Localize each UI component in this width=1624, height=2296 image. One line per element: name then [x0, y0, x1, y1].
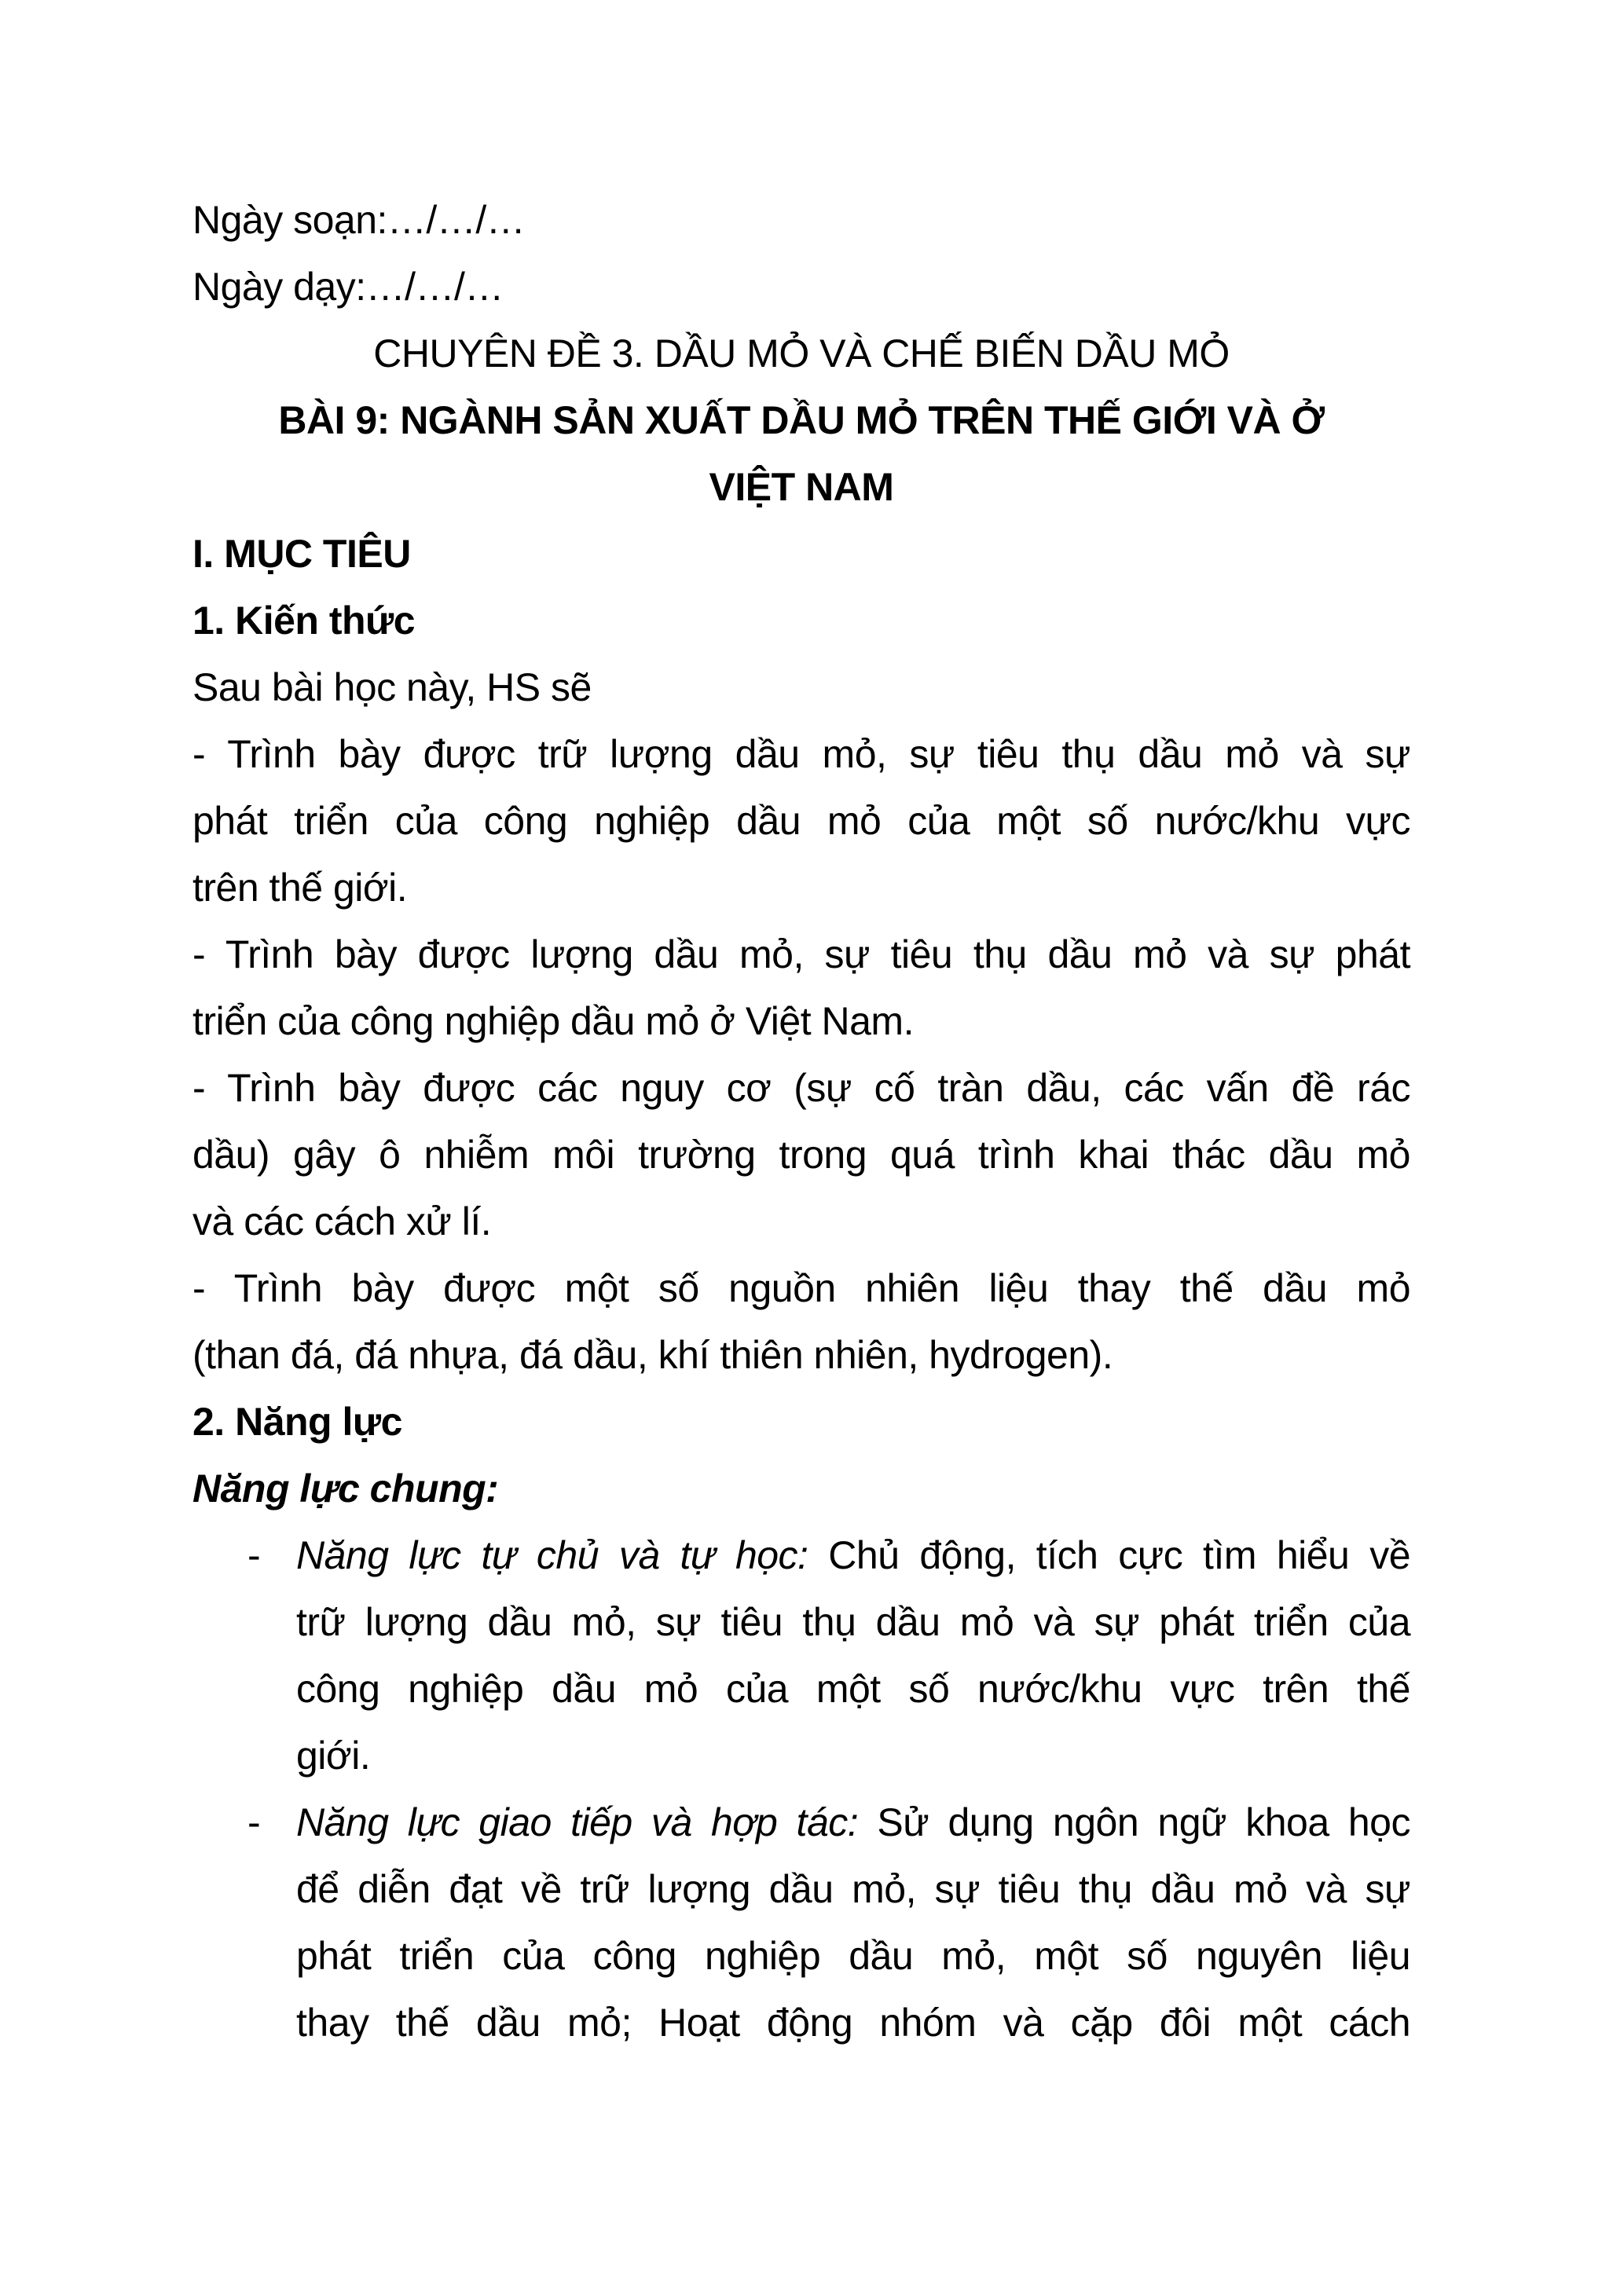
list-item [192, 1789, 1410, 2056]
heading [192, 521, 1410, 588]
text-run: để diễn đạt về trữ lượng dầu mỏ, sự tiêu thụ dầu mỏ và sự [296, 1867, 1410, 1911]
paragraph [192, 1055, 1410, 1255]
text-line [192, 921, 1410, 988]
text-line [247, 1789, 1410, 1856]
paragraph [192, 1255, 1410, 1389]
text-run: phát triển của công nghiệp dầu mỏ, một số nguyên liệu [296, 1934, 1410, 1978]
text-run: và các cách xử lí. [192, 1199, 492, 1243]
text-run: Ngày soạn:…/…/… [192, 198, 526, 242]
text-line [192, 1456, 1410, 1522]
text-run: Chủ động, tích cực tìm hiểu về [808, 1533, 1410, 1577]
text-line [192, 988, 1410, 1055]
italic-text-run: Năng lực tự chủ và tự học: [296, 1533, 808, 1577]
text-run: trữ lượng dầu mỏ, sự tiêu thụ dầu mỏ và sự phát triển của [296, 1600, 1410, 1644]
text-line [192, 588, 1410, 654]
heading [192, 387, 1410, 521]
text-line [296, 1923, 1410, 1990]
text-line [192, 254, 1410, 320]
heading [192, 320, 1410, 387]
text-line [296, 1723, 1410, 1789]
text-line [192, 521, 1410, 588]
text-line [192, 1055, 1410, 1122]
text-run: - Trình bày được một số nguồn nhiên liệu thay thế dầu mỏ [192, 1266, 1410, 1310]
text-line [192, 320, 1410, 387]
list-bullet: - [247, 1800, 261, 1844]
paragraph [192, 721, 1410, 921]
text-run: giới. [296, 1734, 371, 1778]
text-line [192, 1188, 1410, 1255]
text-line [192, 654, 1410, 721]
text-line [296, 1589, 1410, 1656]
text-run: triển của công nghiệp dầu mỏ ở Việt Nam. [192, 999, 914, 1043]
text-run: trên thế giới. [192, 866, 408, 910]
paragraph [192, 921, 1410, 1055]
heading [192, 1456, 1410, 1522]
italic-text-run: Năng lực giao tiếp và hợp tác: [296, 1800, 859, 1844]
text-run: dầu) gây ô nhiễm môi trường trong quá trình khai thác dầu mỏ [192, 1133, 1410, 1177]
text-line [296, 1856, 1410, 1923]
text-line [192, 788, 1410, 855]
text-run: thay thế dầu mỏ; Hoạt động nhóm và cặp đôi một cách [296, 2001, 1410, 2045]
paragraph [192, 254, 1410, 320]
text-run: 2. Năng lực [192, 1400, 402, 1444]
text-line [296, 1656, 1410, 1723]
text-run: CHUYÊN ĐỀ 3. DẦU MỎ VÀ CHẾ BIẾN DẦU MỎ [373, 331, 1230, 375]
list-item [192, 1522, 1410, 1789]
text-line [192, 1322, 1410, 1389]
text-line [192, 855, 1410, 921]
text-line [192, 1122, 1410, 1188]
text-run: I. MỤC TIÊU [192, 532, 411, 576]
heading [192, 588, 1410, 654]
text-run: 1. Kiến thức [192, 599, 416, 643]
text-run: - Trình bày được trữ lượng dầu mỏ, sự tiêu thụ dầu mỏ và sự [192, 732, 1410, 776]
text-run: VIỆT NAM [709, 465, 894, 509]
text-run: phát triển của công nghiệp dầu mỏ của một số nước/khu vực [192, 799, 1410, 843]
text-column [192, 187, 1410, 2056]
text-line [192, 454, 1410, 521]
paragraph [192, 187, 1410, 254]
text-run: công nghiệp dầu mỏ của một số nước/khu vực trên thế [296, 1667, 1410, 1711]
text-run: Ngày dạy:…/…/… [192, 265, 504, 309]
text-run: BÀI 9: NGÀNH SẢN XUẤT DẦU MỎ TRÊN THẾ GIỚI VÀ Ở [278, 398, 1325, 442]
paragraph [192, 654, 1410, 721]
text-line [192, 387, 1410, 454]
text-run: Năng lực chung: [192, 1467, 499, 1511]
text-run: - Trình bày được lượng dầu mỏ, sự tiêu thụ dầu mỏ và sự phát [192, 932, 1410, 976]
text-line [192, 721, 1410, 788]
text-run: (than đá, đá nhựa, đá dầu, khí thiên nhiên, hydrogen). [192, 1333, 1113, 1377]
text-run: Sử dụng ngôn ngữ khoa học [858, 1800, 1410, 1844]
heading [192, 1389, 1410, 1456]
text-line [192, 1389, 1410, 1456]
text-run: Sau bài học này, HS sẽ [192, 665, 592, 709]
text-line [192, 187, 1410, 254]
text-line [247, 1522, 1410, 1589]
list-bullet: - [247, 1533, 261, 1577]
text-line [296, 1990, 1410, 2056]
text-line [192, 1255, 1410, 1322]
text-run: - Trình bày được các nguy cơ (sự cố tràn dầu, các vấn đề rác [192, 1066, 1410, 1110]
